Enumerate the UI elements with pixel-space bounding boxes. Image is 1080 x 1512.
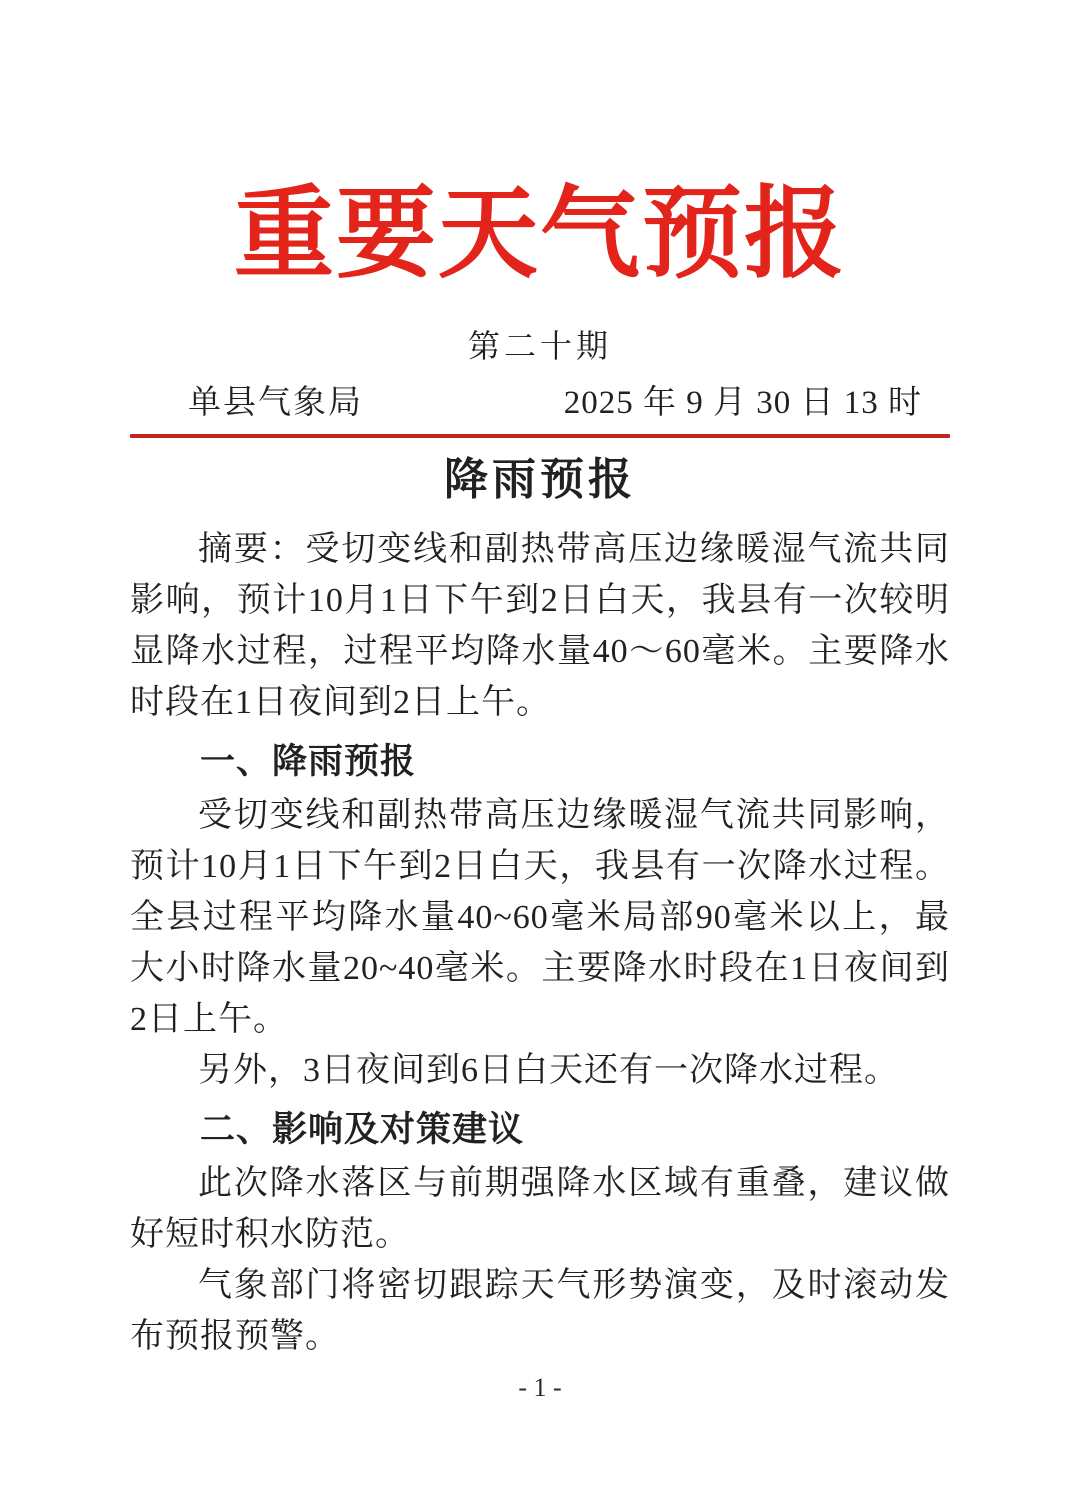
issuer-date-row (130, 382, 950, 424)
section1-paragraph-1: 受切变线和副热带高压边缘暖湿气流共同影响，预计10月1日下午到2日白天，我县有一次降水过程。全县过程平均降水量40~60毫米局部90毫米以上，最大小时降水量20~40毫米。主要降水时段在1日夜间到2日上午。 (130, 797, 950, 1038)
issue-datetime: 2025 年 9 月 30 日 13 时 (563, 385, 922, 421)
document-header (0, 0, 1080, 438)
section2-heading: 二、影响及对策建议 (200, 1110, 525, 1149)
header-content (130, 0, 950, 438)
forecast-heading: 降雨预报 (444, 455, 636, 504)
section1-heading: 一、降雨预报 (200, 742, 417, 781)
section2-paragraph-1: 此次降水落区与前期强降水区域有重叠，建议做好短时积水防范。 (130, 1165, 950, 1253)
summary-paragraph: 摘要：受切变线和副热带高压边缘暖湿气流共同影响，预计10月1日下午到2日白天，我县有一次较明显降水过程，过程平均降水量40～60毫米。主要降水时段在1日夜间到2日上午。 (130, 531, 950, 721)
section2-paragraph-2: 气象部门将密切跟踪天气形势演变，及时滚动发布预报预警。 (130, 1267, 950, 1355)
section1-paragraph-2: 另外，3日夜间到6日白天还有一次降水过程。 (198, 1052, 899, 1089)
page-footer (0, 1372, 1080, 1404)
page-number: - 1 - (518, 1373, 562, 1402)
issuing-agency: 单县气象局 (188, 385, 363, 421)
issue-number: 第二十期 (467, 328, 612, 364)
document-title: 重要天气预报 (234, 179, 846, 290)
header-divider-rule (130, 434, 950, 438)
body-content (130, 452, 950, 1362)
document-body (0, 452, 1080, 1362)
